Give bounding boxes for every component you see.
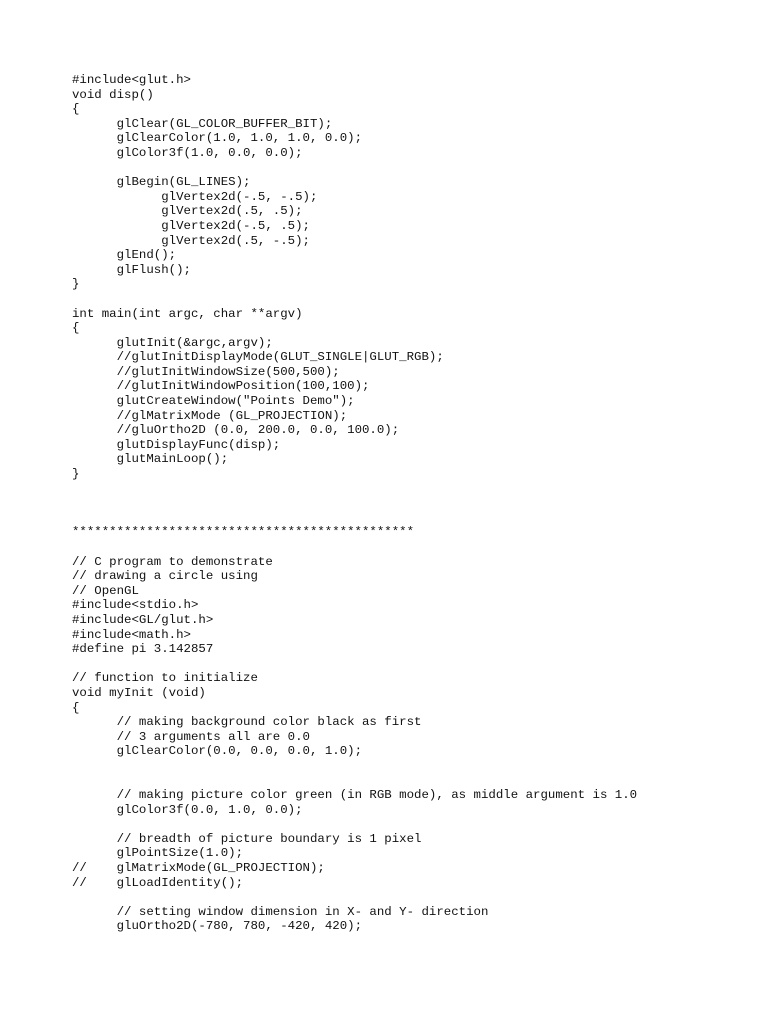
- code-line: [72, 292, 637, 307]
- code-line: [72, 817, 637, 832]
- code-line: }: [72, 277, 80, 292]
- code-line: glVertex2d(-.5, .5);: [72, 218, 310, 233]
- code-line: void myInit (void): [72, 685, 206, 700]
- code-line: glClearColor(1.0, 1.0, 1.0, 0.0);: [72, 131, 362, 146]
- code-line: #include<math.h>: [72, 627, 191, 642]
- code-line: // making background color black as first: [72, 715, 422, 730]
- code-line: }: [72, 467, 80, 482]
- code-line: glutDisplayFunc(disp);: [72, 437, 281, 452]
- code-line: // drawing a circle using: [72, 569, 258, 584]
- code-line: //glMatrixMode (GL_PROJECTION);: [72, 408, 348, 423]
- code-line: [72, 511, 637, 526]
- code-line: // breadth of picture boundary is 1 pixel: [72, 831, 422, 846]
- code-line: // glLoadIdentity();: [72, 875, 244, 890]
- code-line: //glutInitWindowSize(500,500);: [72, 364, 340, 379]
- code-line: glVertex2d(.5, -.5);: [72, 233, 310, 248]
- code-line: void disp(): [72, 87, 154, 102]
- code-line: [72, 657, 637, 672]
- code-line: [72, 759, 637, 774]
- code-line: glutMainLoop();: [72, 452, 229, 467]
- code-line: {: [72, 321, 80, 336]
- code-line: // glMatrixMode(GL_PROJECTION);: [72, 861, 325, 876]
- code-line: [72, 774, 637, 789]
- code-line: glVertex2d(.5, .5);: [72, 204, 303, 219]
- code-line: #include<stdio.h>: [72, 598, 199, 613]
- code-line: glBegin(GL_LINES);: [72, 175, 251, 190]
- code-line: // making picture color green (in RGB mode), as middle argument is 1.0: [72, 788, 638, 803]
- code-line: glEnd();: [72, 248, 177, 263]
- code-line: [72, 496, 637, 511]
- code-line: // OpenGL: [72, 583, 139, 598]
- code-line: // function to initialize: [72, 671, 258, 686]
- code-line: {: [72, 102, 80, 117]
- code-line: gluOrtho2D(-780, 780, -420, 420);: [72, 919, 362, 934]
- code-line: glClear(GL_COLOR_BUFFER_BIT);: [72, 116, 333, 131]
- code-line: int main(int argc, char **argv): [72, 306, 303, 321]
- code-line: [72, 890, 637, 905]
- code-line: glVertex2d(-.5, -.5);: [72, 189, 318, 204]
- code-line: //glutInitWindowPosition(100,100);: [72, 379, 370, 394]
- code-line: glPointSize(1.0);: [72, 846, 244, 861]
- code-line: #define pi 3.142857: [72, 642, 214, 657]
- code-line: glFlush();: [72, 262, 191, 277]
- code-line: glutInit(&argc,argv);: [72, 335, 273, 350]
- code-line: //gluOrtho2D (0.0, 200.0, 0.0, 100.0);: [72, 423, 400, 438]
- code-line: // setting window dimension in X- and Y- direction: [72, 904, 489, 919]
- code-line: [72, 540, 637, 555]
- code-line: [72, 482, 637, 497]
- code-line: [72, 161, 637, 176]
- code-line: {: [72, 700, 80, 715]
- code-line: glColor3f(0.0, 1.0, 0.0);: [72, 802, 303, 817]
- code-line: // C program to demonstrate: [72, 554, 273, 569]
- code-line: glColor3f(1.0, 0.0, 0.0);: [72, 145, 303, 160]
- code-line: #include<glut.h>: [72, 73, 191, 87]
- code-line: //glutInitDisplayMode(GLUT_SINGLE|GLUT_RGB);: [72, 350, 444, 365]
- code-line: **********************************************: [72, 525, 415, 540]
- code-line: glutCreateWindow("Points Demo");: [72, 394, 355, 409]
- code-line: glClearColor(0.0, 0.0, 0.0, 1.0);: [72, 744, 362, 759]
- code-line: #include<GL/glut.h>: [72, 612, 214, 627]
- code-listing: [72, 73, 637, 934]
- code-line: // 3 arguments all are 0.0: [72, 729, 310, 744]
